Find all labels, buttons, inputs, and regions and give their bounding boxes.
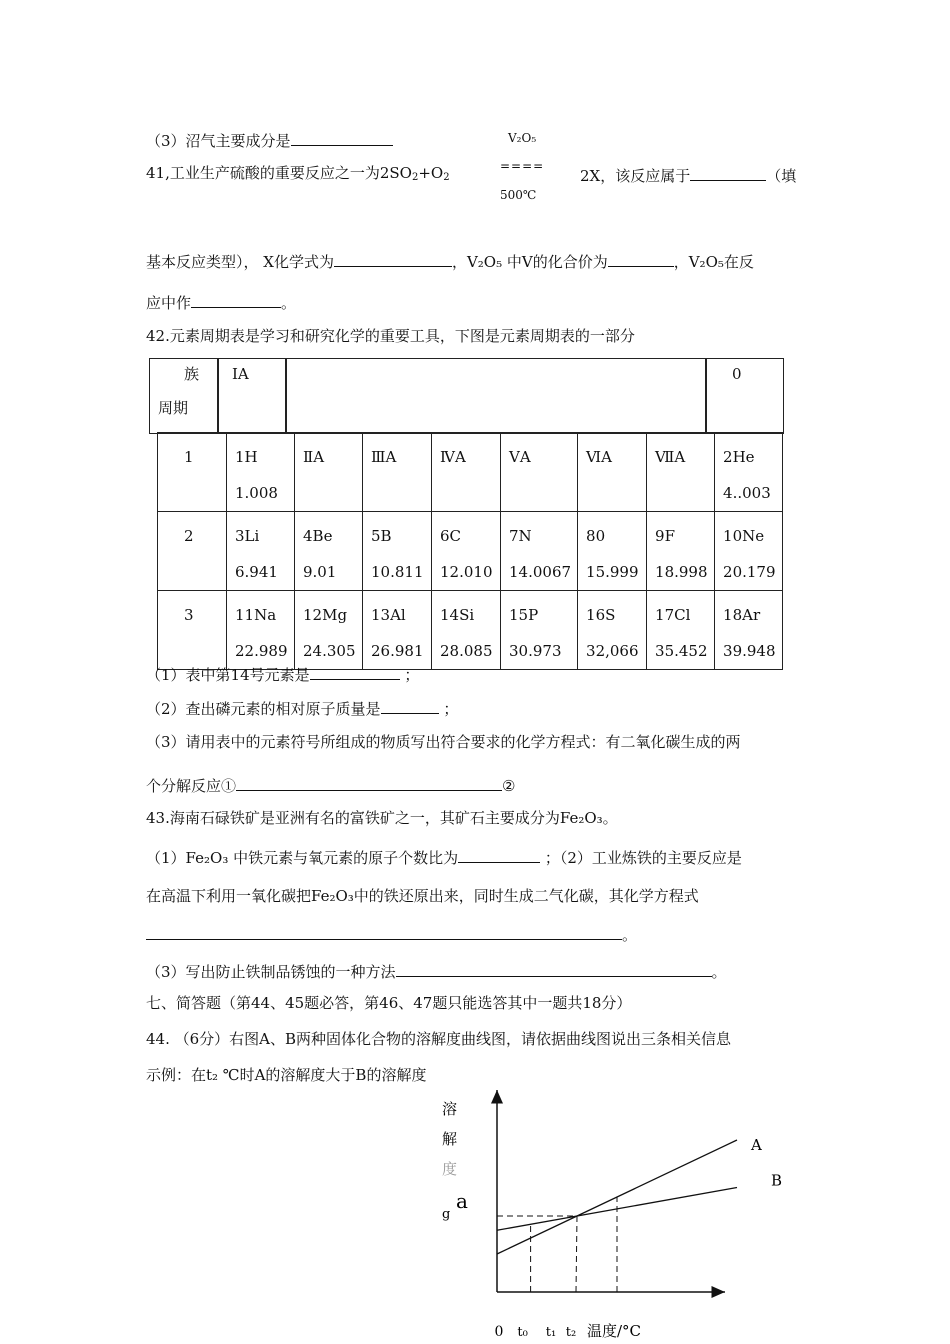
element-symbol: 5B xyxy=(371,527,392,545)
ylabel-a: a xyxy=(456,1189,468,1213)
temperature-label: 500℃ xyxy=(500,188,537,202)
element-cell xyxy=(432,512,501,591)
element-symbol: 3Li xyxy=(235,527,260,545)
element-cell xyxy=(363,512,432,591)
element-symbol: 11Na xyxy=(235,606,277,624)
atomic-mass: 12.010 xyxy=(440,563,493,581)
element-symbol: 2 xyxy=(184,527,194,545)
element-symbol: 80 xyxy=(586,527,606,545)
element-symbol: 6C xyxy=(440,527,462,545)
q42-s1: （1）表中第14号元素是 ； xyxy=(146,666,420,684)
q42-s2: （2）查出磷元素的相对原子质量是 ； xyxy=(146,700,459,718)
table-header-1a: ⅠA xyxy=(217,358,287,434)
q42-s3: （3）请用表中的元素符号所组成的物质写出符合要求的化学方程式：有二氧化碳生成的两 xyxy=(146,733,741,751)
element-symbol: 1 xyxy=(184,448,194,466)
q40-item3: （3）沼气主要成分是 xyxy=(146,131,393,149)
ylabel-char: g xyxy=(442,1207,451,1222)
table-header-group-period xyxy=(149,358,219,434)
reaction-type-blank[interactable] xyxy=(690,166,766,181)
atomic-mass: 6.941 xyxy=(235,563,278,581)
header-period-label: 周期 xyxy=(158,399,189,417)
element-cell xyxy=(295,512,363,591)
x-axis-label: 温度/°C xyxy=(587,1322,642,1340)
element-symbol: ⅤA xyxy=(509,448,531,466)
period-number-cell xyxy=(158,433,227,512)
header-group-label: 族 xyxy=(184,365,200,383)
atomic-mass: 1.008 xyxy=(235,484,278,502)
phosphorus-mass-blank[interactable] xyxy=(381,699,439,714)
q44-line2: 示例：在t₂ ℃时A的溶解度大于B的溶解度 xyxy=(146,1066,427,1084)
element-symbol: ⅡA xyxy=(303,448,325,466)
element14-blank[interactable] xyxy=(310,665,400,680)
element-symbol: 17Cl xyxy=(655,606,691,624)
element-symbol: 7N xyxy=(509,527,532,545)
x-tick-label: 0 xyxy=(494,1324,504,1340)
element-symbol: 10Ne xyxy=(723,527,765,545)
atomic-mass: 28.085 xyxy=(440,642,493,660)
ylabel-char: 溶 xyxy=(442,1100,458,1118)
element-symbol: 18Ar xyxy=(723,606,761,624)
table-header-spacer xyxy=(285,358,707,434)
q42-intro: 42.元素周期表是学习和研究化学的重要工具，下图是元素周期表的一部分 xyxy=(146,327,635,345)
equation1-blank[interactable] xyxy=(236,776,502,791)
element-symbol: 2He xyxy=(723,448,755,466)
table-row xyxy=(158,512,783,591)
x-formula-blank[interactable] xyxy=(334,252,452,267)
atomic-mass: 39.948 xyxy=(723,642,776,660)
answer-blank[interactable] xyxy=(291,131,393,146)
atomic-mass: 20.179 xyxy=(723,563,776,581)
periodic-table xyxy=(157,432,783,670)
atomic-mass: 18.998 xyxy=(655,563,708,581)
q43-s2-answer: 。 xyxy=(146,925,637,943)
element-cell xyxy=(501,591,578,670)
series-label-b: B xyxy=(771,1171,783,1190)
atomic-mass: 4..003 xyxy=(723,484,771,502)
element-symbol: 16S xyxy=(586,606,616,624)
element-symbol: ⅣA xyxy=(440,448,466,466)
rust-prevention-blank[interactable] xyxy=(396,962,712,977)
ylabel-char: 度 xyxy=(442,1160,458,1178)
period-number-cell xyxy=(158,512,227,591)
atom-ratio-blank[interactable] xyxy=(458,848,540,863)
table-row xyxy=(158,591,783,670)
table-header-0: 0 xyxy=(705,358,784,434)
element-symbol: 1H xyxy=(235,448,258,466)
atomic-mass: 35.452 xyxy=(655,642,708,660)
table-row xyxy=(158,433,783,512)
element-cell xyxy=(295,433,363,512)
element-cell xyxy=(363,433,432,512)
reaction-arrow: ==== xyxy=(500,159,545,173)
element-cell xyxy=(647,433,715,512)
q41-line2: 基本反应类型）， X化学式为 ，V₂O₅ 中V的化合价为 ，V₂O₅在反 xyxy=(146,253,754,271)
element-symbol: 9F xyxy=(655,527,675,545)
element-symbol: 4Be xyxy=(303,527,333,545)
series-label-a: A xyxy=(751,1136,762,1154)
element-cell xyxy=(363,591,432,670)
atomic-mass: 14.0067 xyxy=(509,563,572,581)
valence-blank[interactable] xyxy=(608,252,674,267)
element-cell xyxy=(578,591,647,670)
element-cell xyxy=(501,512,578,591)
element-cell xyxy=(578,433,647,512)
solubility-chart xyxy=(430,1080,790,1344)
x-tick-label: t₀ xyxy=(517,1325,528,1340)
atomic-mass: 15.999 xyxy=(586,563,639,581)
element-cell xyxy=(432,433,501,512)
element-cell xyxy=(647,591,715,670)
element-cell xyxy=(227,512,295,591)
q43-intro: 43.海南石碌铁矿是亚洲有名的富铁矿之一，其矿石主要成分为Fe₂O₃。 xyxy=(146,809,618,827)
element-symbol: 15P xyxy=(509,606,539,624)
q43-s1: （1）Fe₂O₃ 中铁元素与氧元素的原子个数比为 ；（2）工业炼铁的主要反应是 xyxy=(146,849,742,867)
role-blank[interactable] xyxy=(191,293,281,308)
q43-s2: 在高温下利用一氧化碳把Fe₂O₃中的铁还原出来，同时生成二气化碳，其化学方程式 xyxy=(146,887,699,905)
element-cell xyxy=(295,591,363,670)
element-cell xyxy=(647,512,715,591)
element-symbol: ⅥA xyxy=(586,448,612,466)
ironmaking-equation-blank[interactable] xyxy=(146,925,622,940)
element-symbol: 13Al xyxy=(371,606,406,624)
element-cell xyxy=(715,591,783,670)
atomic-mass: 32,066 xyxy=(586,642,639,660)
ylabel-char: 解 xyxy=(442,1130,458,1148)
element-symbol: ⅦA xyxy=(655,448,686,466)
dashed-line-t1 xyxy=(576,1216,577,1292)
q41-line3: 应中作 。 xyxy=(146,294,297,312)
x-tick-label: t₂ xyxy=(565,1325,577,1340)
q44-line1: 44. （6分）右图A、B两种固体化合物的溶解度曲线图，请依据曲线图说出三条相关信息 xyxy=(146,1030,732,1048)
atomic-mass: 26.981 xyxy=(371,642,424,660)
atomic-mass: 10.811 xyxy=(371,563,424,581)
catalyst-label: V₂O₅ xyxy=(508,131,537,145)
element-cell xyxy=(227,433,295,512)
x-tick-label: t₁ xyxy=(545,1325,557,1340)
element-symbol: 3 xyxy=(184,606,194,624)
atomic-mass: 30.973 xyxy=(509,642,562,660)
q42-s3b: 个分解反应① ② xyxy=(146,777,516,795)
element-cell xyxy=(715,512,783,591)
element-cell xyxy=(501,433,578,512)
q41-lead: 41,工业生产硫酸的重要反应之一为$2SO_2+O_2$ xyxy=(146,164,450,183)
atomic-mass: 22.989 xyxy=(235,642,288,660)
period-number-cell xyxy=(158,591,227,670)
element-symbol: 12Mg xyxy=(303,606,348,624)
element-cell xyxy=(715,433,783,512)
section-7-title: 七、简答题（第44、45题必答，第46、47题只能选答其中一题共18分） xyxy=(146,994,632,1012)
atomic-mass: 9.01 xyxy=(303,563,337,581)
element-symbol: 14Si xyxy=(440,606,475,624)
q41-product: 2X，该反应属于 （填 xyxy=(580,167,797,185)
element-cell xyxy=(578,512,647,591)
element-cell xyxy=(432,591,501,670)
element-symbol: ⅢA xyxy=(371,448,397,466)
atomic-mass: 24.305 xyxy=(303,642,356,660)
element-cell xyxy=(227,591,295,670)
q43-s3: （3）写出防止铁制品锈蚀的一种方法 。 xyxy=(146,963,727,981)
